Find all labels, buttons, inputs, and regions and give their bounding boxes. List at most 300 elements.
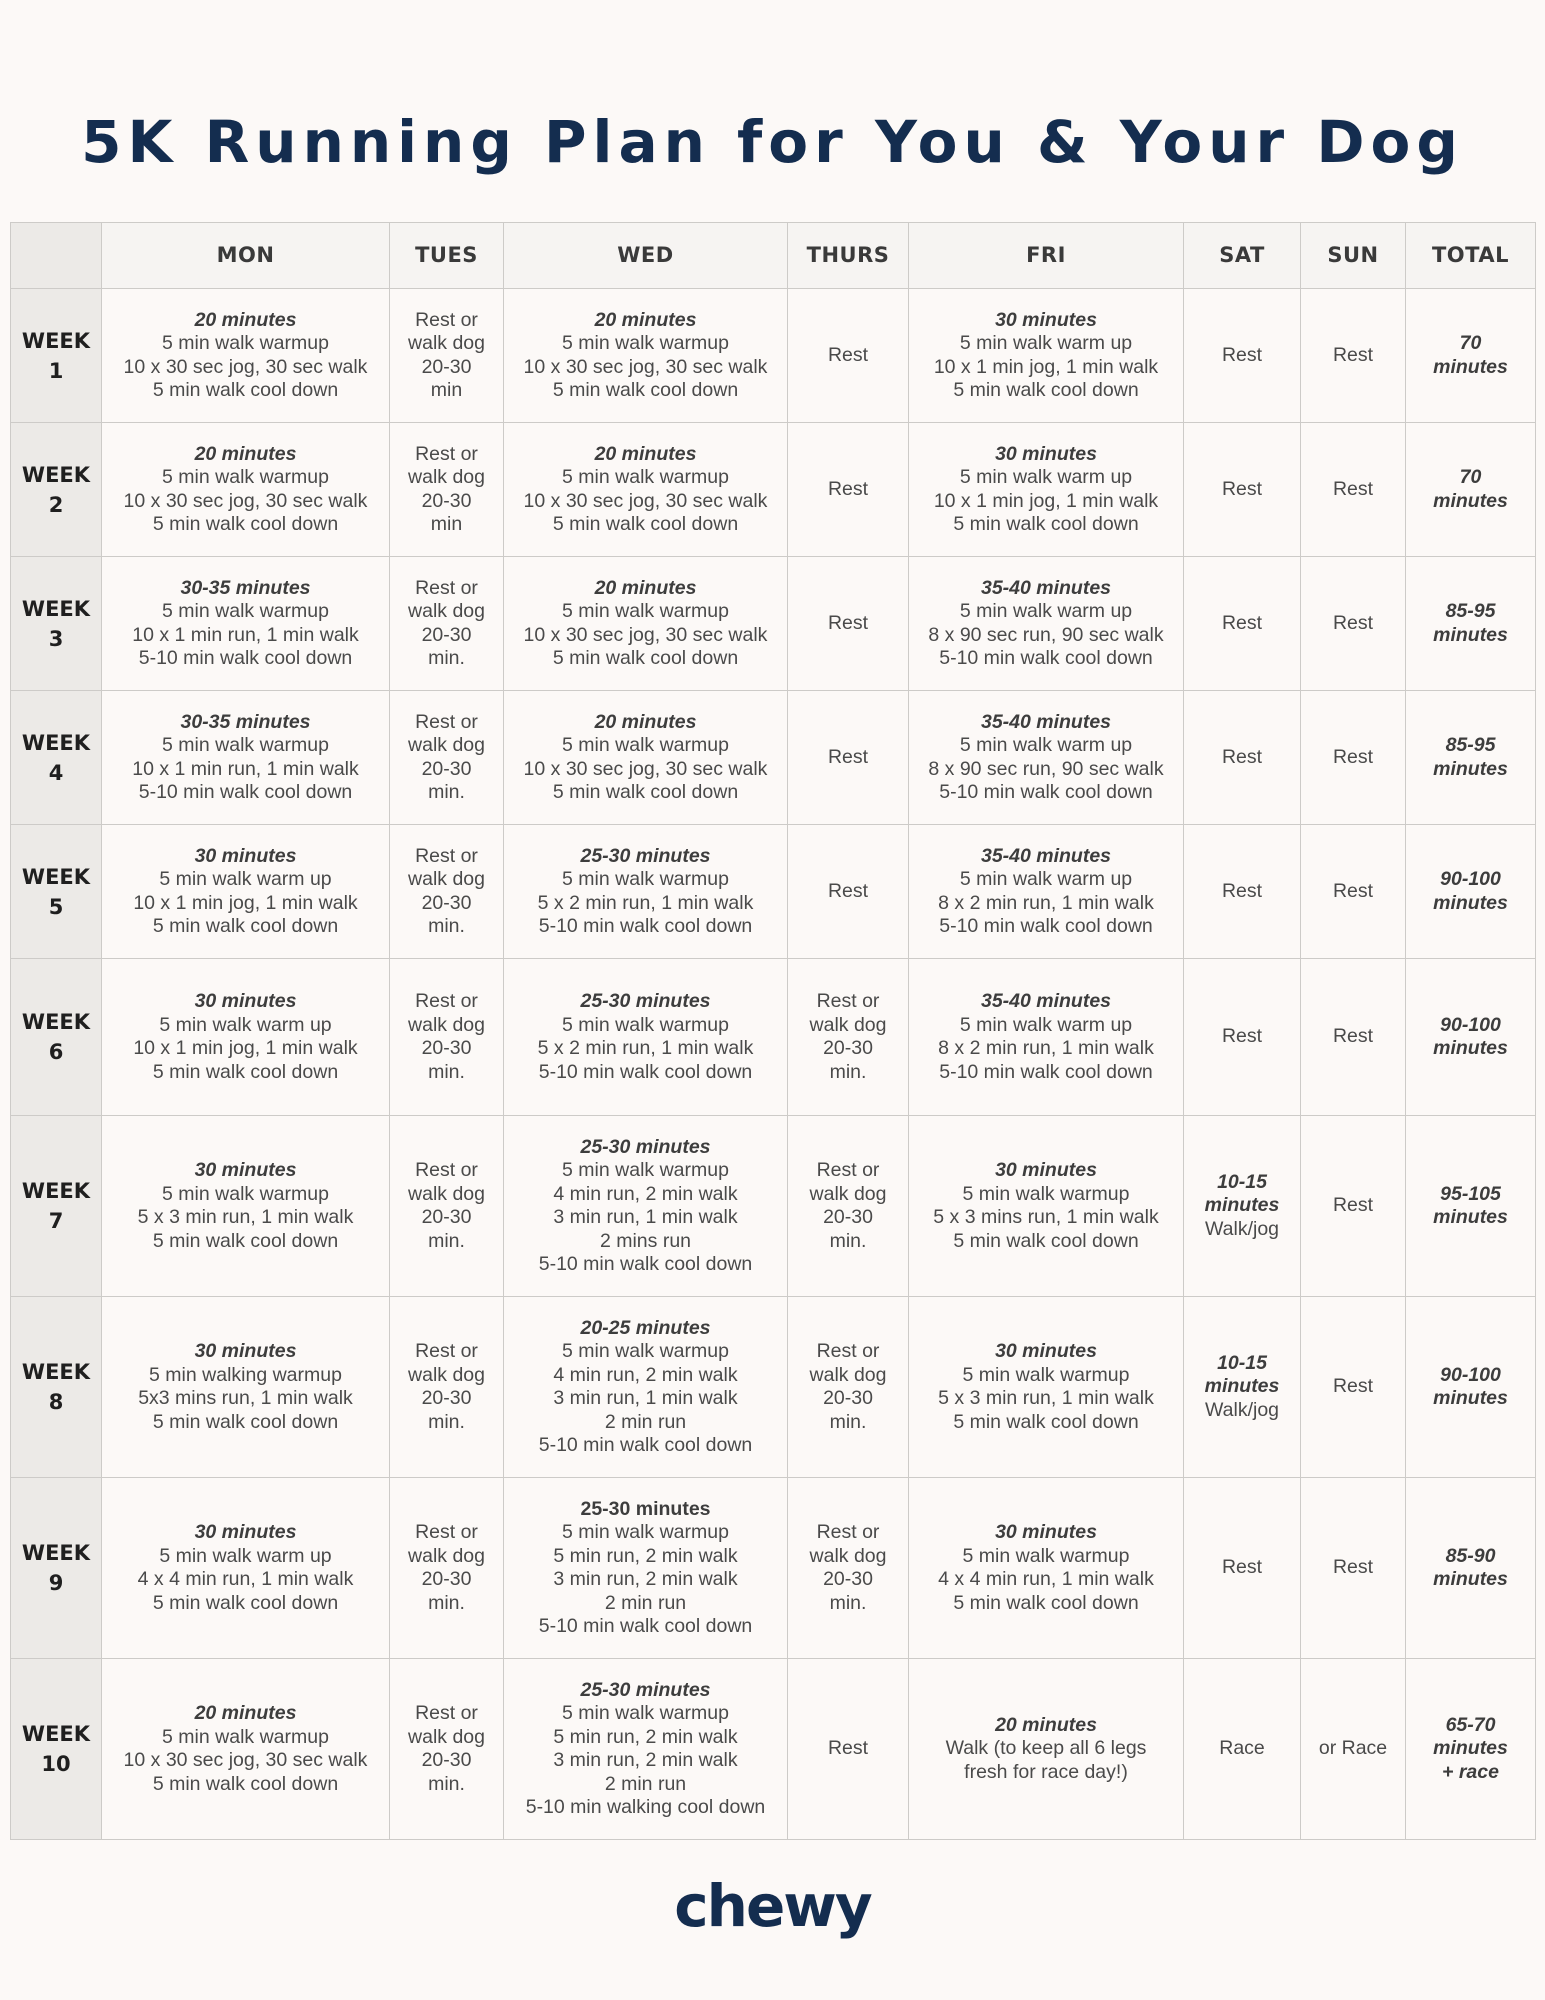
- cell-line: 2 min run: [604, 1410, 687, 1433]
- cell-line: 5 x 2 min run, 1 min walk: [537, 891, 754, 914]
- cell-mon: [102, 825, 390, 959]
- cell-line: 20-30: [421, 757, 472, 780]
- cell-line: 5 min walk cool down: [152, 1229, 339, 1252]
- cell-sat: [1184, 423, 1301, 557]
- week-number: 7: [48, 1209, 64, 1233]
- cell-thurs: [788, 959, 909, 1116]
- cell-line: 5 min walk warm up: [959, 1013, 1133, 1036]
- cell-line: 5 min walk cool down: [552, 647, 739, 669]
- cell-line: 5 min walk warmup: [162, 332, 329, 354]
- cell-line: 30 minutes: [194, 844, 297, 867]
- corner-cell: [11, 223, 102, 289]
- week-row: [11, 825, 1536, 959]
- cell-line: Rest or: [415, 1521, 478, 1543]
- cell-line: 2 min run: [604, 1772, 687, 1795]
- cell-line: 5 min run, 2 min walk: [553, 1725, 738, 1748]
- week-number: 1: [48, 358, 64, 383]
- cell-wed: [504, 959, 788, 1116]
- col-header-fri: FRI: [909, 223, 1184, 289]
- cell-line: 4 min run, 2 min walk: [553, 1363, 738, 1386]
- cell-tues: [390, 1116, 504, 1297]
- cell-line: Rest: [1221, 879, 1263, 902]
- cell-line: Rest or: [816, 1159, 880, 1181]
- cell-line: 70: [1459, 466, 1482, 488]
- cell-line: 2 min run: [604, 1591, 687, 1614]
- cell-line: Rest: [827, 611, 869, 634]
- cell-mon: [102, 557, 390, 691]
- cell-line: 65-70: [1445, 1713, 1496, 1736]
- cell-line: minutes: [1433, 1737, 1508, 1760]
- cell-thurs: [788, 557, 909, 691]
- cell-line: 5 min walk warmup: [562, 600, 729, 622]
- cell-total: [1406, 1659, 1536, 1840]
- cell-fri: [909, 691, 1184, 825]
- cell-wed: [504, 1297, 788, 1478]
- cell-line: minutes: [1433, 891, 1508, 914]
- col-header-tues: TUES: [390, 223, 504, 289]
- cell-line: 10 x 1 min jog, 1 min walk: [933, 355, 1159, 378]
- cell-sun: [1301, 691, 1406, 825]
- cell-sat: [1184, 1478, 1301, 1659]
- cell-line: min.: [829, 1060, 867, 1083]
- cell-line: 5 min walk warmup: [162, 1182, 329, 1205]
- week-row: [11, 423, 1536, 557]
- cell-wed: [504, 557, 788, 691]
- cell-line: 5 min walk warmup: [562, 1340, 729, 1362]
- week-number: 4: [48, 760, 64, 785]
- cell-fri: [909, 557, 1184, 691]
- cell-line: 5-10 min walk cool down: [939, 647, 1153, 669]
- cell-line: Rest: [1332, 477, 1374, 500]
- cell-line: min.: [428, 781, 465, 803]
- cell-line: 5 min walk warm up: [159, 1544, 332, 1567]
- cell-wed: [504, 289, 788, 423]
- cell-wed: [504, 1116, 788, 1297]
- cell-line: 3 min run, 2 min walk: [553, 1749, 738, 1771]
- col-header-mon: MON: [102, 223, 390, 289]
- cell-line: 25-30 minutes: [580, 1135, 711, 1158]
- cell-line: minutes: [1433, 757, 1508, 780]
- cell-mon: [102, 1659, 390, 1840]
- cell-line: 5 min walk warm up: [959, 868, 1133, 890]
- cell-fri: [909, 825, 1184, 959]
- cell-line: 25-30 minutes: [580, 1497, 711, 1520]
- cell-line: 8 x 2 min run, 1 min walk: [938, 1037, 1154, 1059]
- week-row: [11, 1478, 1536, 1659]
- cell-line: 5 min walk warmup: [962, 1182, 1130, 1205]
- cell-line: walk dog: [809, 1544, 887, 1567]
- week-label-cell: [11, 1297, 102, 1478]
- cell-line: 35-40 minutes: [980, 844, 1112, 867]
- cell-wed: [504, 825, 788, 959]
- cell-fri: [909, 1297, 1184, 1478]
- cell-line: Rest: [827, 1737, 869, 1760]
- header-row: [11, 223, 1536, 289]
- cell-total: [1406, 959, 1536, 1116]
- cell-line: 5 min walk warmup: [562, 466, 729, 488]
- page-title: 5K Running Plan for You & Your Dog: [81, 108, 1464, 176]
- cell-line: 5 min walk cool down: [953, 1591, 1139, 1614]
- cell-sun: [1301, 289, 1406, 423]
- cell-line: min: [430, 379, 463, 401]
- cell-thurs: [788, 1116, 909, 1297]
- cell-line: 5 min walk cool down: [953, 1410, 1139, 1433]
- cell-line: or Race: [1318, 1737, 1388, 1760]
- cell-line: + race: [1442, 1760, 1499, 1783]
- cell-line: 20-30: [823, 1387, 873, 1409]
- week-label: WEEK: [21, 864, 91, 889]
- cell-line: minutes: [1433, 1206, 1508, 1228]
- cell-line: Rest or: [415, 1340, 478, 1362]
- cell-line: minutes: [1433, 489, 1508, 512]
- cell-line: 20 minutes: [594, 576, 697, 599]
- cell-line: 5 min walk warmup: [162, 734, 329, 756]
- week-label-cell: [11, 423, 102, 557]
- cell-line: 5 min walk warmup: [162, 466, 329, 488]
- cell-line: 30-35 minutes: [180, 576, 311, 599]
- week-label: WEEK: [21, 1722, 91, 1746]
- cell-line: min: [430, 513, 463, 535]
- cell-line: 5 min walk warmup: [562, 1702, 729, 1724]
- plan-body: [11, 289, 1536, 1840]
- cell-total: [1406, 289, 1536, 423]
- cell-sat: [1184, 1297, 1301, 1478]
- cell-line: 5 min walk warm up: [959, 734, 1133, 756]
- cell-total: [1406, 825, 1536, 959]
- cell-line: walk dog: [809, 1013, 887, 1036]
- cell-line: walk dog: [809, 1363, 887, 1386]
- cell-thurs: [788, 691, 909, 825]
- cell-line: 95-105: [1440, 1182, 1501, 1205]
- week-number: 10: [41, 1752, 71, 1776]
- cell-line: 10 x 30 sec jog, 30 sec walk: [123, 1749, 368, 1771]
- cell-line: 30 minutes: [194, 1521, 297, 1543]
- cell-line: min.: [829, 1591, 867, 1614]
- cell-line: 5 min walk cool down: [152, 1410, 339, 1433]
- cell-line: walk dog: [408, 332, 485, 354]
- cell-line: Rest or: [816, 1521, 880, 1543]
- cell-line: 70: [1459, 332, 1482, 354]
- cell-line: 20-30: [421, 891, 472, 914]
- cell-line: 5x3 mins run, 1 min walk: [138, 1387, 353, 1409]
- cell-line: 5 min walk warmup: [562, 734, 729, 756]
- cell-line: 8 x 2 min run, 1 min walk: [938, 891, 1154, 914]
- cell-line: minutes: [1204, 1194, 1280, 1217]
- cell-line: 20-30: [823, 1568, 873, 1590]
- cell-line: minutes: [1433, 355, 1508, 378]
- cell-mon: [102, 1116, 390, 1297]
- cell-line: minutes: [1433, 1568, 1508, 1590]
- cell-line: 10 x 30 sec jog, 30 sec walk: [523, 757, 768, 780]
- cell-line: Rest: [1332, 343, 1374, 366]
- cell-line: 5-10 min walk cool down: [538, 1060, 753, 1083]
- cell-line: 30 minutes: [995, 1159, 1097, 1181]
- cell-line: Rest: [1332, 1025, 1374, 1048]
- cell-line: 5 min walk warm up: [159, 868, 332, 890]
- cell-line: Rest or: [415, 1702, 478, 1724]
- cell-line: 5 min walk cool down: [953, 1229, 1139, 1252]
- cell-line: min.: [829, 1229, 867, 1252]
- cell-tues: [390, 1659, 504, 1840]
- cell-line: 5 min walk cool down: [152, 1591, 339, 1614]
- cell-mon: [102, 691, 390, 825]
- cell-line: 10 x 30 sec jog, 30 sec walk: [123, 489, 368, 512]
- cell-line: 20-30: [421, 1387, 472, 1409]
- cell-mon: [102, 1297, 390, 1478]
- week-label: WEEK: [21, 462, 91, 487]
- cell-line: walk dog: [408, 868, 485, 890]
- cell-sat: [1184, 1116, 1301, 1297]
- cell-line: 5 min walk cool down: [152, 379, 339, 401]
- cell-line: 20 minutes: [194, 442, 297, 465]
- cell-line: 20-30: [421, 1037, 472, 1059]
- cell-sat: [1184, 825, 1301, 959]
- cell-line: Rest or: [415, 576, 478, 599]
- week-label-cell: [11, 825, 102, 959]
- week-label-cell: [11, 959, 102, 1116]
- cell-mon: [102, 423, 390, 557]
- cell-line: 35-40 minutes: [980, 990, 1112, 1012]
- cell-line: 10 x 30 sec jog, 30 sec walk: [523, 623, 768, 646]
- cell-line: 30 minutes: [194, 990, 297, 1012]
- cell-thurs: [788, 423, 909, 557]
- cell-line: 30 minutes: [995, 1521, 1097, 1543]
- week-label-cell: [11, 1659, 102, 1840]
- cell-line: walk dog: [408, 466, 485, 488]
- cell-line: 5 min walk warm up: [959, 466, 1133, 488]
- running-plan-table: [10, 222, 1536, 1840]
- cell-line: 4 min run, 2 min walk: [553, 1182, 738, 1205]
- chewy-logo: chewy: [674, 1872, 871, 1940]
- cell-line: 5 min walk warm up: [159, 1013, 332, 1036]
- cell-fri: [909, 959, 1184, 1116]
- cell-line: Rest: [1221, 477, 1263, 500]
- cell-sat: [1184, 691, 1301, 825]
- cell-total: [1406, 557, 1536, 691]
- cell-line: 10 x 1 min jog, 1 min walk: [933, 489, 1159, 512]
- cell-line: 30 minutes: [995, 442, 1097, 465]
- cell-line: Rest: [827, 879, 869, 902]
- cell-line: 5 min walk cool down: [152, 1060, 339, 1083]
- cell-line: 20-30: [823, 1037, 873, 1059]
- cell-line: Rest: [1332, 745, 1374, 768]
- cell-line: 3 min run, 1 min walk: [553, 1206, 738, 1228]
- cell-line: Rest: [1332, 611, 1374, 634]
- cell-line: minutes: [1433, 1387, 1508, 1409]
- cell-sat: [1184, 557, 1301, 691]
- cell-line: min.: [428, 1772, 465, 1795]
- cell-line: 3 min run, 1 min walk: [553, 1387, 738, 1409]
- cell-line: 5 min run, 2 min walk: [553, 1544, 738, 1567]
- cell-tues: [390, 1478, 504, 1659]
- cell-line: 5-10 min walk cool down: [538, 915, 753, 937]
- cell-line: min.: [428, 1591, 465, 1614]
- cell-line: Rest or: [415, 442, 478, 465]
- week-number: 5: [48, 894, 64, 919]
- cell-line: min.: [428, 915, 465, 937]
- cell-sun: [1301, 423, 1406, 557]
- cell-line: Rest: [1332, 879, 1374, 902]
- cell-line: 5 min walk warmup: [562, 1159, 729, 1181]
- cell-wed: [504, 691, 788, 825]
- cell-line: 25-30 minutes: [580, 990, 711, 1012]
- cell-line: 90-100: [1440, 1013, 1501, 1036]
- cell-line: 4 x 4 min run, 1 min walk: [137, 1568, 354, 1590]
- cell-line: 5 min walk warmup: [962, 1544, 1130, 1567]
- cell-line: 5 min walk cool down: [953, 379, 1139, 401]
- week-label-cell: [11, 557, 102, 691]
- cell-line: 30 minutes: [995, 308, 1097, 331]
- cell-line: 20-25 minutes: [580, 1316, 711, 1339]
- cell-line: Rest: [827, 477, 869, 500]
- cell-wed: [504, 423, 788, 557]
- cell-tues: [390, 691, 504, 825]
- cell-line: walk dog: [408, 1182, 485, 1205]
- cell-line: 5 min walk warmup: [562, 332, 729, 354]
- col-header-wed: WED: [504, 223, 788, 289]
- cell-sat: [1184, 289, 1301, 423]
- cell-line: min.: [428, 647, 465, 669]
- cell-line: Rest: [1221, 1556, 1263, 1579]
- cell-line: 3 min run, 2 min walk: [553, 1568, 738, 1590]
- cell-line: Rest: [1332, 1556, 1374, 1579]
- cell-line: 5-10 min walk cool down: [538, 1253, 753, 1275]
- week-row: [11, 1297, 1536, 1478]
- cell-fri: [909, 423, 1184, 557]
- cell-line: 5 min walk warm up: [959, 600, 1133, 622]
- cell-line: min.: [428, 1410, 465, 1433]
- cell-line: 20-30: [421, 355, 472, 378]
- cell-line: 5 min walking warmup: [149, 1363, 342, 1386]
- cell-line: Rest: [1332, 1194, 1374, 1217]
- cell-line: 5-10 min walk cool down: [138, 647, 353, 669]
- cell-line: 5 min walk warmup: [562, 1013, 729, 1036]
- cell-thurs: [788, 1478, 909, 1659]
- cell-line: 5 min walk cool down: [552, 781, 739, 803]
- cell-line: 5-10 min walk cool down: [538, 1434, 753, 1456]
- cell-sun: [1301, 959, 1406, 1116]
- cell-line: 5 x 3 min run, 1 min walk: [137, 1206, 354, 1228]
- cell-total: [1406, 1297, 1536, 1478]
- cell-line: 5-10 min walk cool down: [138, 781, 353, 803]
- week-label-cell: [11, 289, 102, 423]
- cell-line: 5-10 min walk cool down: [538, 1615, 753, 1637]
- cell-thurs: [788, 1297, 909, 1478]
- cell-tues: [390, 557, 504, 691]
- cell-line: 20 minutes: [194, 308, 297, 331]
- week-row: [11, 959, 1536, 1116]
- cell-line: 10-15: [1217, 1351, 1267, 1374]
- week-label: WEEK: [21, 596, 91, 621]
- cell-line: 10-15: [1217, 1170, 1267, 1193]
- cell-line: 20-30: [823, 1206, 873, 1228]
- cell-wed: [504, 1478, 788, 1659]
- cell-line: 5 x 3 mins run, 1 min walk: [933, 1206, 1159, 1228]
- cell-fri: [909, 1478, 1184, 1659]
- cell-line: Rest or: [415, 990, 478, 1012]
- cell-wed: [504, 1659, 788, 1840]
- cell-line: minutes: [1433, 1037, 1508, 1059]
- col-header-total: TOTAL: [1406, 223, 1536, 289]
- cell-sat: [1184, 959, 1301, 1116]
- cell-line: Rest: [1221, 343, 1263, 366]
- week-row: [11, 557, 1536, 691]
- cell-line: 10 x 1 min run, 1 min walk: [132, 757, 359, 780]
- cell-line: 5 min walk cool down: [552, 379, 739, 401]
- cell-fri: [909, 1659, 1184, 1840]
- cell-line: 10 x 1 min jog, 1 min walk: [133, 891, 358, 914]
- cell-tues: [390, 825, 504, 959]
- cell-line: 4 x 4 min run, 1 min walk: [938, 1568, 1154, 1590]
- cell-line: Walk/jog: [1204, 1398, 1280, 1421]
- week-row: [11, 691, 1536, 825]
- cell-tues: [390, 959, 504, 1116]
- cell-line: 5 min walk warmup: [162, 600, 329, 622]
- cell-line: walk dog: [408, 1725, 485, 1748]
- cell-line: Rest or: [415, 844, 478, 867]
- cell-line: Rest or: [816, 1340, 880, 1362]
- cell-sun: [1301, 1478, 1406, 1659]
- cell-line: walk dog: [408, 600, 485, 622]
- cell-line: 85-95: [1445, 734, 1496, 756]
- week-number: 6: [48, 1040, 64, 1064]
- cell-tues: [390, 1297, 504, 1478]
- cell-line: Rest: [1221, 611, 1263, 634]
- cell-sat: [1184, 1659, 1301, 1840]
- week-label-cell: [11, 1478, 102, 1659]
- week-number: 2: [48, 492, 64, 517]
- cell-fri: [909, 289, 1184, 423]
- cell-line: 8 x 90 sec run, 90 sec walk: [928, 757, 1164, 780]
- cell-line: Rest or: [415, 1159, 478, 1181]
- cell-line: Race: [1219, 1737, 1265, 1760]
- cell-line: Walk (to keep all 6 legs: [945, 1737, 1147, 1760]
- cell-line: Rest: [1332, 1375, 1374, 1398]
- week-number: 3: [48, 626, 64, 651]
- week-label: WEEK: [21, 1541, 91, 1565]
- cell-line: 8 x 90 sec run, 90 sec walk: [928, 623, 1164, 646]
- cell-line: 20-30: [421, 1749, 472, 1771]
- cell-line: 5 min walk warmup: [162, 1725, 329, 1748]
- cell-line: Rest: [1221, 745, 1263, 768]
- col-header-thurs: THURS: [788, 223, 909, 289]
- col-header-sat: SAT: [1184, 223, 1301, 289]
- cell-line: walk dog: [408, 734, 485, 756]
- cell-line: 5 x 3 min run, 1 min walk: [938, 1387, 1154, 1409]
- cell-line: Rest or: [816, 990, 880, 1012]
- cell-tues: [390, 423, 504, 557]
- cell-line: walk dog: [408, 1013, 485, 1036]
- cell-line: 30-35 minutes: [180, 710, 311, 733]
- cell-line: min.: [428, 1060, 465, 1083]
- cell-line: 10 x 1 min jog, 1 min walk: [133, 1037, 358, 1059]
- cell-line: Rest or: [415, 710, 478, 733]
- week-label: WEEK: [21, 328, 91, 353]
- week-number: 9: [48, 1571, 64, 1595]
- cell-line: 90-100: [1440, 1363, 1501, 1386]
- week-label-cell: [11, 691, 102, 825]
- cell-line: 10 x 1 min run, 1 min walk: [132, 623, 359, 646]
- cell-line: 35-40 minutes: [980, 710, 1112, 733]
- week-row: [11, 289, 1536, 423]
- cell-line: 25-30 minutes: [580, 844, 711, 867]
- cell-sun: [1301, 1659, 1406, 1840]
- cell-line: minutes: [1204, 1375, 1280, 1398]
- cell-total: [1406, 691, 1536, 825]
- week-number: 8: [48, 1390, 64, 1414]
- cell-line: 25-30 minutes: [580, 1678, 711, 1701]
- week-label: WEEK: [21, 1010, 91, 1034]
